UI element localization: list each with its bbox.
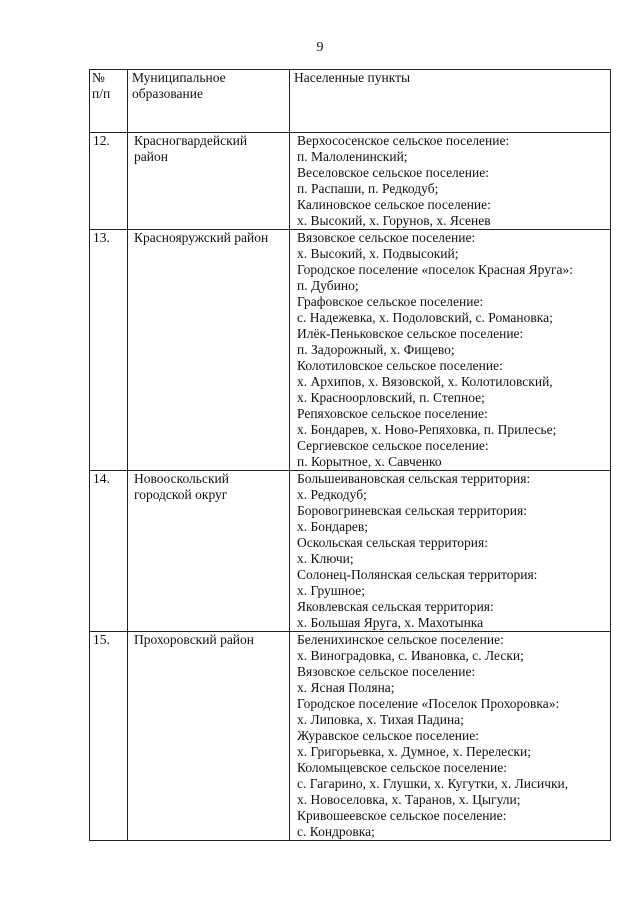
settlement-line: Калиновское сельское поселение: [297,197,491,212]
settlement-line: Беленихинское сельское поселение: [297,632,504,647]
settlement-line: Веселовское сельское поселение: [297,165,489,180]
settlement-line: п. Корытное, х. Савченко [297,454,442,469]
settlement-line: х. Красноорловский, п. Степное; [297,390,485,405]
settlement-line: п. Задорожный, х. Фищево; [297,342,455,357]
settlement-line: х. Григорьевка, х. Думное, х. Перелески; [297,744,532,759]
settlement-line: х. Ключи; [297,551,354,566]
table-body [90,133,611,841]
settlement-line: х. Большая Яруга, х. Махотынка [297,615,484,630]
municipality-line: район [134,149,168,164]
settlement-line: Сергиевское сельское поселение: [297,438,489,453]
table-header-row [90,70,611,133]
settlement-line: с. Гагарино, х. Глушки, х. Кугутки, х. Лисички, [297,776,569,791]
header-municipality [128,70,290,133]
settlement-line: х. Новоселовка, х. Таранов, х. Цыгули; [297,792,521,807]
municipality-line: Новооскольский [134,471,229,486]
table-row [90,133,611,230]
municipality-line: Прохоровский район [134,632,255,647]
row-number: 13. [90,230,128,471]
settlement-line: Боровогриневская сельская территория: [297,503,527,518]
settlement-line: п. Дубино; [297,278,359,293]
municipality-line: Красногвардейский [134,133,248,148]
settlement-line: Коломыцевское сельское поселение: [297,760,507,775]
settlement-line: х. Липовка, х. Тихая Падина; [297,712,464,727]
municipality-cell [128,133,290,230]
settlement-line: Оскольская сельская территория: [297,535,488,550]
settlement-line: х. Редкодуб; [297,487,367,502]
municipality-line: Краснояружский район [134,230,269,245]
settlement-line: с. Кондровка; [297,824,375,839]
settlement-line: х. Архипов, х. Вязовской, х. Колотиловский, [297,374,553,389]
settlements-table [89,69,611,841]
header-number-line: № [92,70,105,85]
municipality-cell [128,230,290,471]
header-municipality-line: образование [132,86,203,101]
table-row [90,471,611,632]
header-number-line: п/п [92,86,111,101]
municipality-line: городской округ [134,487,228,502]
settlement-line: Журавское сельское поселение: [297,728,479,743]
settlement-line: х. Высокий, х. Горунов, х. Ясенев [297,213,491,228]
settlement-line: Репяховское сельское поселение: [297,406,488,421]
settlement-line: х. Виноградовка, с. Ивановка, с. Лески; [297,648,524,663]
settlement-line: Солонец-Полянская сельская территория: [297,567,538,582]
row-number: 14. [90,471,128,632]
settlement-line: Вязовское сельское поселение: [297,664,476,679]
header-number [90,70,128,133]
settlement-line: Верхососенское сельское поселение: [297,133,510,148]
settlement-line: х. Грушное; [297,583,366,598]
settlements-cell [290,230,611,471]
settlement-line: Городское поселение «Поселок Прохоровка»: [297,696,560,711]
table-row [90,230,611,471]
settlements-cell [290,632,611,841]
settlement-line: п. Малоленинский; [297,149,408,164]
settlements-cell [290,133,611,230]
page-number: 9 [316,40,324,55]
settlement-line: Илёк-Пеньковское сельское поселение: [297,326,524,341]
settlement-line: Городское поселение «поселок Красная Яруга»: [297,262,574,277]
header-settlements: Населенные пункты [290,70,611,133]
municipality-cell [128,632,290,841]
settlement-line: Яковлевская сельская территория: [297,599,494,614]
settlements-cell [290,471,611,632]
row-number: 15. [90,632,128,841]
settlement-line: Большеивановская сельская территория: [297,471,531,486]
table-row [90,632,611,841]
settlement-line: п. Распаши, п. Редкодуб; [297,181,439,196]
settlement-line: с. Надежевка, х. Подоловский, с. Романовка; [297,310,553,325]
settlement-line: Кривошеевское сельское поселение: [297,808,507,823]
settlement-line: х. Ясная Поляна; [297,680,395,695]
header-municipality-line: Муниципальное [132,70,226,85]
settlement-line: Графовское сельское поселение: [297,294,484,309]
settlement-line: Колотиловское сельское поселение: [297,358,503,373]
settlement-line: Вязовское сельское поселение: [297,230,476,245]
settlement-line: х. Высокий, х. Подвысокий; [297,246,459,261]
settlement-line: х. Бондарев, х. Ново-Репяховка, п. Прилесье; [297,422,557,437]
municipality-cell [128,471,290,632]
settlement-line: х. Бондарев; [297,519,368,534]
row-number: 12. [90,133,128,230]
